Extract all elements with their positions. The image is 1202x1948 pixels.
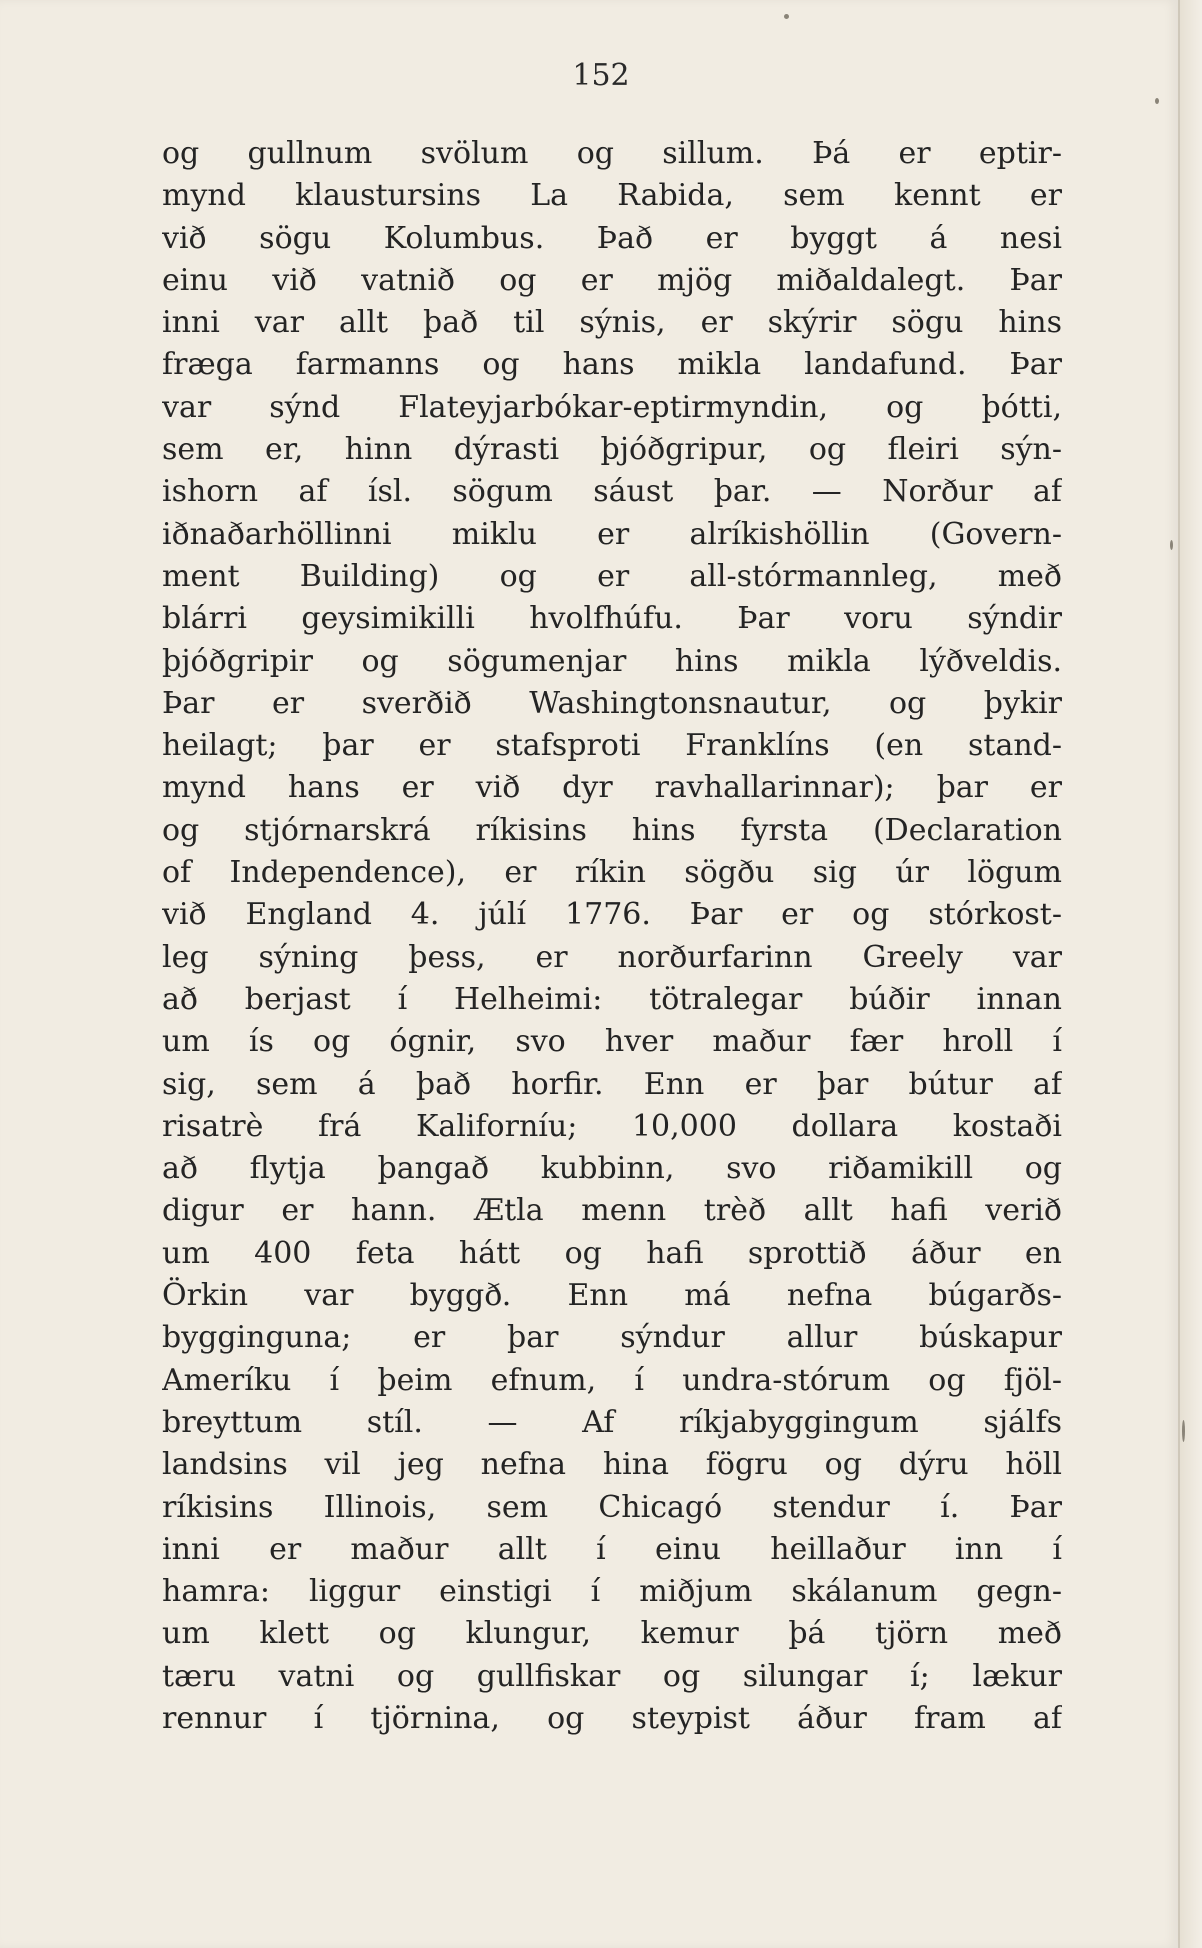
body-text: [162, 133, 1062, 1740]
paper-speck: [1182, 1420, 1185, 1442]
text-line: tæru vatni og gullfiskar og silungar í; lækur: [162, 1658, 1062, 1694]
paper-speck: [784, 14, 789, 19]
page-edge: [1178, 0, 1202, 1948]
text-line: að berjast í Helheimi: tötralegar búðir innan: [162, 981, 1062, 1017]
text-line: blárri geysimikilli hvolfhúfu. Þar voru sýndir: [162, 601, 1062, 637]
text-line: fræga farmanns og hans mikla landafund. Þar: [162, 347, 1062, 383]
text-line: of Independence), er ríkin sögðu sig úr lögum: [162, 855, 1062, 891]
text-line: um ís og ógnir, svo hver maður fær hroll í: [162, 1024, 1062, 1060]
text-line: þjóðgripir og sögumenjar hins mikla lýðveldis.: [162, 643, 1062, 679]
paper-speck: [1155, 98, 1159, 104]
text-line: um klett og klungur, kemur þá tjörn með: [162, 1616, 1062, 1652]
text-line: sig, sem á það horfir. Enn er þar bútur af: [162, 1066, 1062, 1102]
text-line: landsins vil jeg nefna hina fögru og dýru höll: [162, 1447, 1062, 1483]
text-line: Örkin var byggð. Enn má nefna búgarðs-: [162, 1278, 1062, 1314]
text-line: var sýnd Flateyjarbókar-eptirmyndin, og þótti,: [162, 389, 1062, 425]
text-line: inni er maður allt í einu heillaður inn í: [162, 1531, 1062, 1567]
text-line: bygginguna; er þar sýndur allur búskapur: [162, 1320, 1062, 1356]
text-line: breyttum stíl. — Af ríkjabyggingum sjálfs: [162, 1404, 1062, 1440]
text-line: við sögu Kolumbus. Það er byggt á nesi: [162, 220, 1062, 256]
text-line: iðnaðarhöllinni miklu er alríkishöllin (Govern-: [162, 516, 1062, 552]
text-line: og gullnum svölum og sillum. Þá er eptir-: [162, 136, 1062, 171]
text-line: mynd klaustursins La Rabida, sem kennt er: [162, 178, 1062, 214]
text-line: digur er hann. Ætla menn trèð allt hafi verið: [162, 1193, 1062, 1229]
page-number: 152: [572, 58, 630, 93]
text-line: heilagt; þar er stafsproti Franklíns (en stand-: [162, 728, 1062, 764]
text-line: Þar er sverðið Washingtonsnautur, og þykir: [162, 685, 1062, 721]
text-line: hamra: liggur einstigi í miðjum skálanum gegn-: [162, 1574, 1062, 1610]
text-line: og stjórnarskrá ríkisins hins fyrsta (Declaration: [162, 812, 1062, 848]
text-line: ishorn af ísl. sögum sáust þar. — Norður af: [162, 474, 1062, 510]
text-line: ríkisins Illinois, sem Chicagó stendur í. Þar: [162, 1489, 1062, 1525]
text-line: að flytja þangað kubbinn, svo riðamikill og: [162, 1151, 1062, 1187]
text-line: einu við vatnið og er mjög miðaldalegt. Þar: [162, 262, 1062, 298]
text-line: Ameríku í þeim efnum, í undra-stórum og fjöl-: [162, 1362, 1062, 1398]
text-line: ment Building) og er all-stórmannleg, með: [162, 558, 1062, 594]
text-line: risatrè frá Kaliforníu; 10,000 dollara kostaði: [162, 1108, 1062, 1144]
text-line: um 400 feta hátt og hafi sprottið áður en: [162, 1235, 1062, 1271]
text-line: leg sýning þess, er norðurfarinn Greely var: [162, 939, 1062, 975]
paper-speck: [1170, 540, 1173, 550]
text-line: inni var allt það til sýnis, er skýrir sögu hins: [162, 305, 1062, 341]
text-line: mynd hans er við dyr ravhallarinnar); þar er: [162, 770, 1062, 806]
text-line: sem er, hinn dýrasti þjóðgripur, og fleiri sýn-: [162, 432, 1062, 468]
text-line: við England 4. júlí 1776. Þar er og stórkost-: [162, 897, 1062, 933]
text-line: rennur í tjörnina, og steypist áður fram af: [162, 1700, 1062, 1736]
